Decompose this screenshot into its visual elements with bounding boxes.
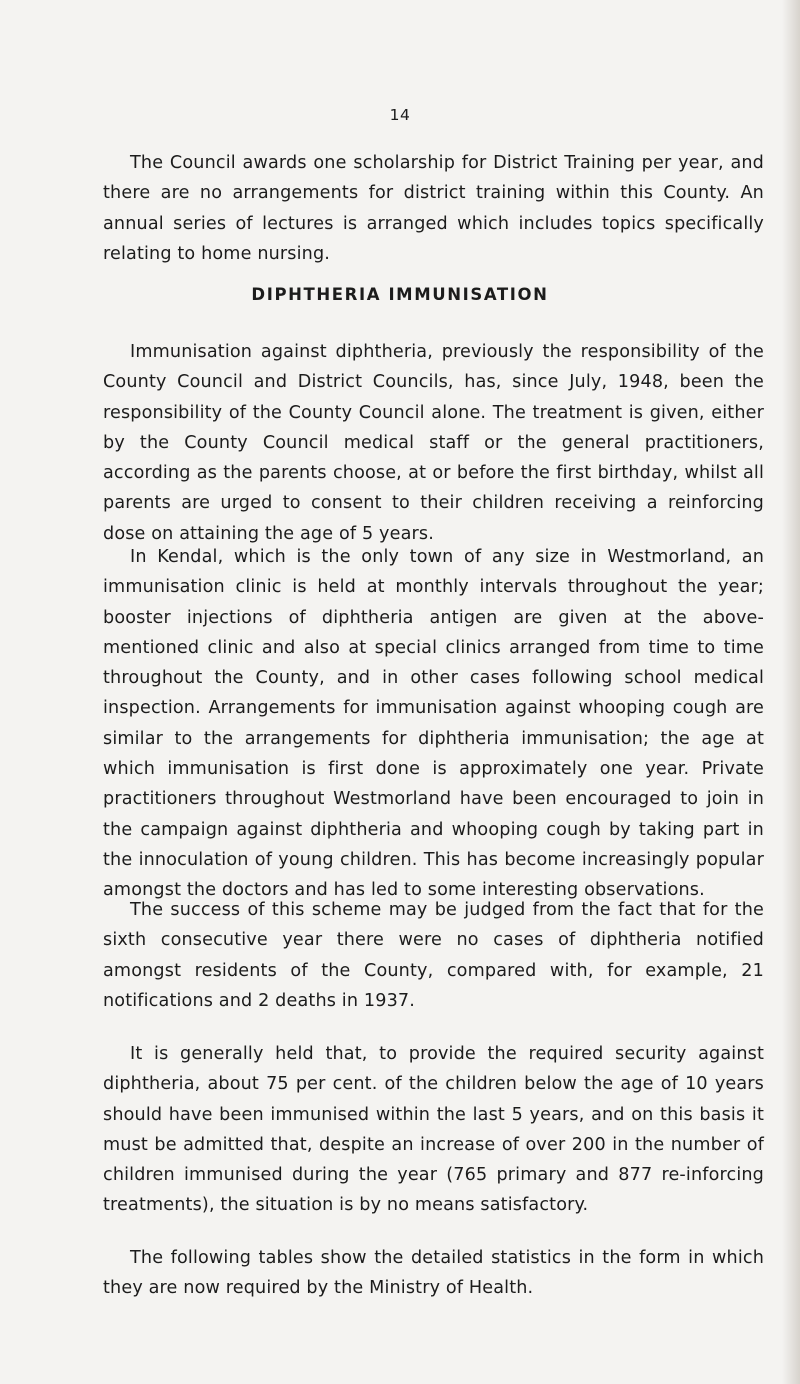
paragraph-security-requirement: It is generally held that, to provide the required security against diphtheria, about 75 per cent. of the children below the age of 10 years should have been immunised within the last 5 years, and on this basis it must be admitted that, despite an increase of over 200 in the number of children immunised during the year (765 primary and 877 re-inforcing treatments), the situation is by no means satisfactory.	[103, 1044, 764, 1216]
paragraph-immunisation-responsibility: Immunisation against diphtheria, previously the responsibility of the County Council and District Councils, has, since July, 1948, been the responsibility of the County Council alone. The treatment is given, either by the County Council medical staff or the general practitioners, according as the parents choose, at or before the first birthday, whilst all parents are urged to consent to their children receiving a reinforcing dose on attaining the age of 5 years.	[103, 342, 764, 544]
paragraph-kendal-clinic: In Kendal, which is the only town of any size in Westmorland, an immunisation clinic is held at monthly intervals throughout the year; booster injections of diphtheria antigen are given at the above-mentioned clinic and also at special clinics arranged from time to time throughout the County, and in other cases following school medical inspection. Arrangements for immunisation against whooping cough are similar to the arrangements for diphtheria immunisation; the age at which immunisation is first done is approximately one year. Private practitioners throughout Westmorland have been encouraged to join in the campaign against diphtheria and whooping cough by taking part in the innoculation of young children. This has become increasingly popular amongst the doctors and has led to some interesting observations.	[103, 547, 764, 901]
paragraph-following-tables: The following tables show the detailed statistics in the form in which they are now required by the Ministry of Health.	[103, 1248, 764, 1299]
section-heading: DIPHTHERIA IMMUNISATION	[251, 285, 549, 304]
page-edge-shadow	[782, 0, 800, 1384]
page-number: 14	[389, 106, 411, 124]
paragraph-scheme-success: The success of this scheme may be judged from the fact that for the sixth consecutive year there were no cases of diphtheria notified amongst residents of the County, compared with, for example, 21 notifications and 2 deaths in 1937.	[103, 900, 764, 1011]
paragraph-district-training: The Council awards one scholarship for District Training per year, and there are no arrangements for district training within this County. An annual series of lectures is arranged which includes topics specifically relating to home nursing.	[103, 153, 764, 264]
